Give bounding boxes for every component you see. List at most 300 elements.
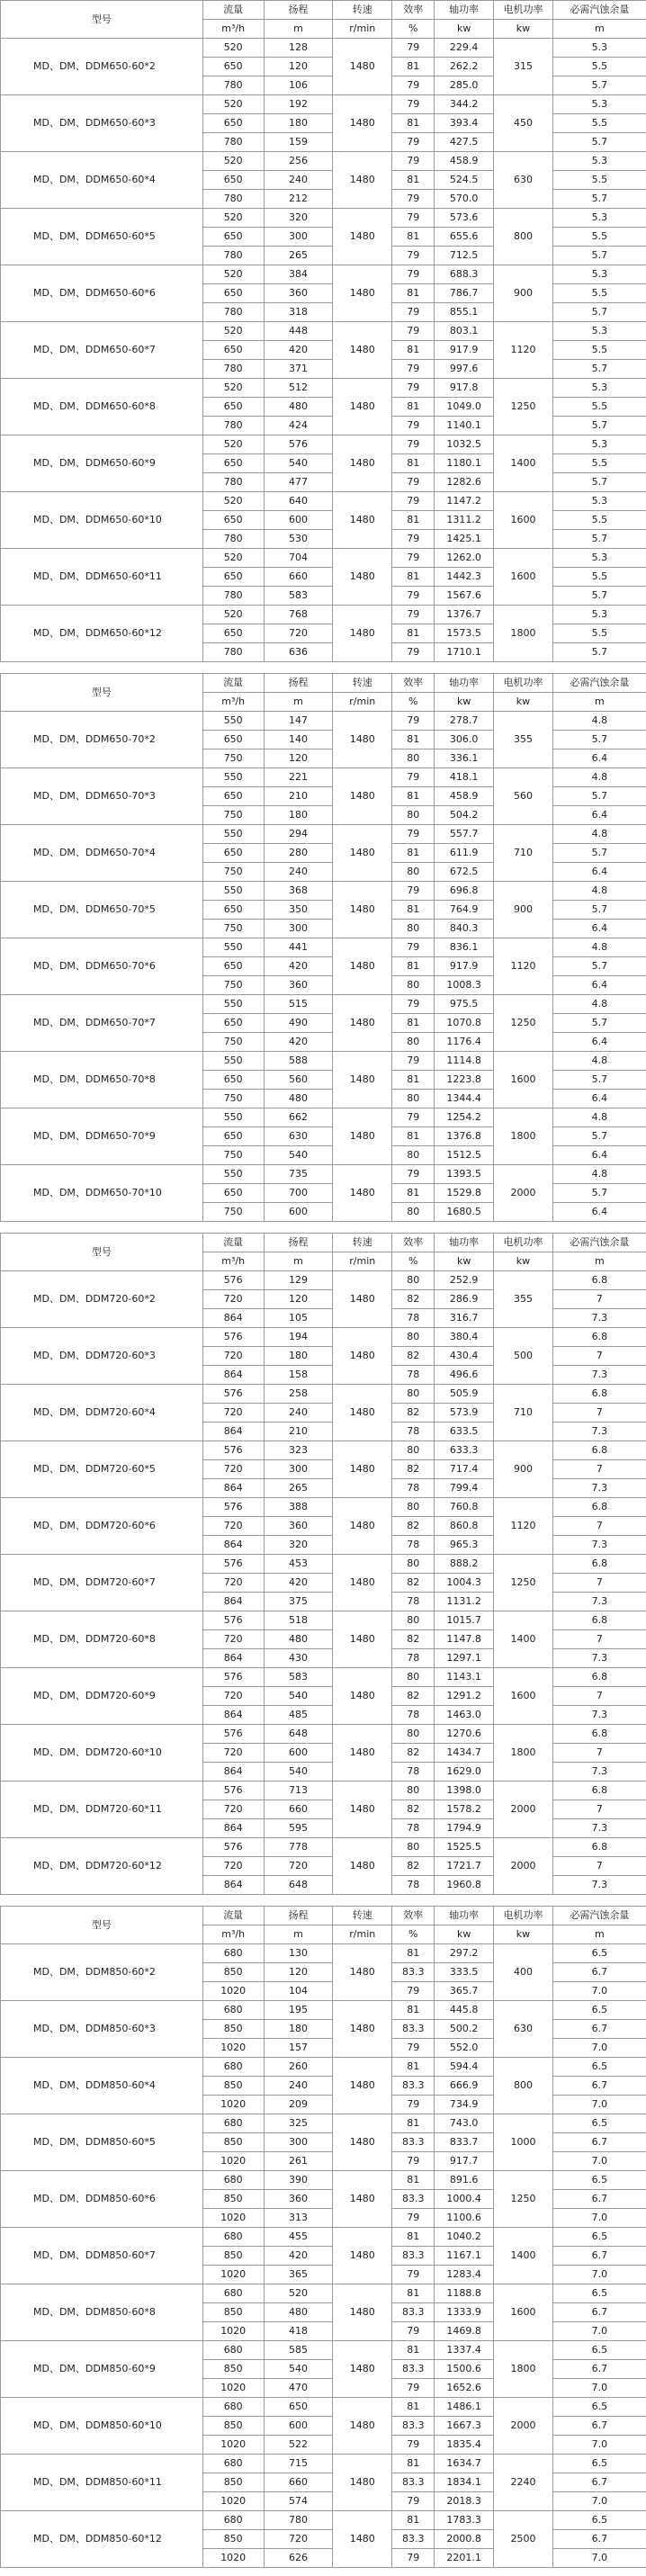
shaft-power-cell: 496.6: [435, 1366, 494, 1385]
efficiency-cell: 80: [392, 1271, 435, 1290]
flow-cell: 864: [202, 1649, 264, 1668]
flow-cell: 720: [202, 1517, 264, 1536]
shaft-power-cell: 1393.5: [435, 1165, 494, 1184]
head-cell: 648: [264, 1725, 333, 1744]
efficiency-cell: 82: [392, 1800, 435, 1819]
table-row: [1, 1725, 646, 1744]
header-row: [1, 1907, 646, 1925]
flow-cell: 680: [202, 2228, 264, 2247]
npsh-cell: 6.8: [552, 1668, 646, 1687]
efficiency-cell: 81: [392, 731, 435, 749]
model-cell: MD、DM、DDM850-60*7: [1, 2228, 203, 2284]
head-cell: 720: [264, 2530, 333, 2549]
flow-cell: 680: [202, 2511, 264, 2530]
npsh-cell: 6.8: [552, 1838, 646, 1857]
efficiency-cell: 79: [392, 2266, 435, 2284]
efficiency-cell: 80: [392, 1782, 435, 1800]
spec-table: [0, 1906, 646, 2568]
head-cell: 715: [264, 2455, 333, 2473]
flow-cell: 750: [202, 1090, 264, 1108]
speed-cell: 1480: [333, 2171, 392, 2228]
shaft-power-cell: 1710.1: [435, 643, 494, 662]
efficiency-cell: 81: [392, 844, 435, 863]
flow-cell: 720: [202, 1404, 264, 1423]
npsh-cell: 7.3: [552, 1876, 646, 1895]
npsh-cell: 7.3: [552, 1309, 646, 1328]
speed-cell: 1480: [333, 1441, 392, 1498]
shaft-power-cell: 500.2: [435, 2020, 494, 2039]
head-cell: 360: [264, 976, 333, 995]
head-cell: 420: [264, 341, 333, 360]
efficiency-cell: 81: [392, 2398, 435, 2417]
head-cell: 256: [264, 152, 333, 171]
shaft-power-cell: 573.6: [435, 209, 494, 228]
table-row: [1, 1782, 646, 1800]
table-row: [1, 265, 646, 284]
flow-cell: 750: [202, 976, 264, 995]
head-cell: 210: [264, 787, 333, 806]
flow-cell: 780: [202, 587, 264, 606]
flow-cell: 650: [202, 624, 264, 643]
speed-cell: 1480: [333, 2058, 392, 2114]
flow-cell: 520: [202, 549, 264, 568]
npsh-cell: 7.0: [552, 1982, 646, 2001]
motor-power-cell: 315: [494, 39, 553, 95]
npsh-cell: 7: [552, 1744, 646, 1763]
npsh-cell: 6.5: [552, 2341, 646, 2360]
npsh-cell: 5.5: [552, 284, 646, 303]
npsh-cell: 7.3: [552, 1593, 646, 1611]
npsh-cell: 7.0: [552, 2096, 646, 2114]
motor-power-cell: 500: [494, 1328, 553, 1385]
shaft-power-cell: 712.5: [435, 247, 494, 265]
table-row: [1, 2284, 646, 2303]
header-model: 型号: [1, 1, 203, 39]
npsh-cell: 7: [552, 1857, 646, 1876]
npsh-cell: 5.7: [552, 76, 646, 95]
head-cell: 574: [264, 2492, 333, 2511]
shaft-power-cell: 594.4: [435, 2058, 494, 2077]
shaft-power-cell: 1629.0: [435, 1763, 494, 1782]
table-row: [1, 152, 646, 171]
shaft-power-cell: 2018.3: [435, 2492, 494, 2511]
model-cell: MD、DM、DDM850-60*9: [1, 2341, 203, 2398]
header-unit: m: [264, 693, 333, 712]
shaft-power-cell: 1049.0: [435, 398, 494, 417]
head-cell: 583: [264, 587, 333, 606]
flow-cell: 576: [202, 1782, 264, 1800]
shaft-power-cell: 717.4: [435, 1460, 494, 1479]
header-unit: m: [264, 1252, 333, 1271]
header-unit: kw: [435, 693, 494, 712]
flow-cell: 680: [202, 2058, 264, 2077]
efficiency-cell: 79: [392, 322, 435, 341]
npsh-cell: 5.7: [552, 587, 646, 606]
motor-power-cell: 1120: [494, 1498, 553, 1555]
header-unit: m: [264, 1925, 333, 1944]
shaft-power-cell: 316.7: [435, 1309, 494, 1328]
flow-cell: 750: [202, 863, 264, 882]
model-cell: MD、DM、DDM650-60*10: [1, 492, 203, 549]
speed-cell: 1480: [333, 39, 392, 95]
flow-cell: 550: [202, 712, 264, 731]
flow-cell: 1020: [202, 2492, 264, 2511]
speed-cell: 1480: [333, 1555, 392, 1611]
head-cell: 240: [264, 171, 333, 190]
table-row: [1, 606, 646, 624]
header-label: 流量: [202, 674, 264, 693]
flow-cell: 680: [202, 2171, 264, 2190]
speed-cell: 1480: [333, 2341, 392, 2398]
npsh-cell: 6.4: [552, 749, 646, 768]
motor-power-cell: 1250: [494, 1555, 553, 1611]
flow-cell: 680: [202, 2398, 264, 2417]
head-cell: 159: [264, 133, 333, 152]
flow-cell: 520: [202, 209, 264, 228]
npsh-cell: 5.3: [552, 606, 646, 624]
efficiency-cell: 80: [392, 1725, 435, 1744]
head-cell: 180: [264, 1347, 333, 1366]
npsh-cell: 5.5: [552, 228, 646, 247]
head-cell: 265: [264, 1479, 333, 1498]
header-unit: kw: [494, 20, 553, 39]
npsh-cell: 5.5: [552, 398, 646, 417]
head-cell: 140: [264, 731, 333, 749]
head-cell: 129: [264, 1271, 333, 1290]
model-cell: MD、DM、DDM850-60*3: [1, 2001, 203, 2058]
spec-table: [0, 1233, 646, 1895]
shaft-power-cell: 799.4: [435, 1479, 494, 1498]
table-row: [1, 209, 646, 228]
speed-cell: 1480: [333, 322, 392, 379]
shaft-power-cell: 1032.5: [435, 435, 494, 454]
head-cell: 300: [264, 1460, 333, 1479]
shaft-power-cell: 286.9: [435, 1290, 494, 1309]
npsh-cell: 5.5: [552, 341, 646, 360]
header-label: 效率: [392, 1234, 435, 1252]
efficiency-cell: 79: [392, 712, 435, 731]
header-unit: kw: [435, 20, 494, 39]
npsh-cell: 5.3: [552, 549, 646, 568]
head-cell: 540: [264, 1687, 333, 1706]
model-cell: MD、DM、DDM720-60*5: [1, 1441, 203, 1498]
flow-cell: 650: [202, 1071, 264, 1090]
efficiency-cell: 82: [392, 1630, 435, 1649]
model-cell: MD、DM、DDM850-60*2: [1, 1944, 203, 2001]
shaft-power-cell: 1512.5: [435, 1146, 494, 1165]
speed-cell: 1480: [333, 435, 392, 492]
npsh-cell: 7: [552, 1517, 646, 1536]
speed-cell: 1480: [333, 1944, 392, 2001]
speed-cell: 1480: [333, 2398, 392, 2455]
efficiency-cell: 79: [392, 2209, 435, 2228]
head-cell: 700: [264, 1184, 333, 1203]
flow-cell: 520: [202, 152, 264, 171]
npsh-cell: 6.5: [552, 2171, 646, 2190]
table-row: [1, 2341, 646, 2360]
header-label: 扬程: [264, 1, 333, 20]
efficiency-cell: 79: [392, 643, 435, 662]
motor-power-cell: 355: [494, 1271, 553, 1328]
flow-cell: 520: [202, 39, 264, 58]
shaft-power-cell: 1070.8: [435, 1014, 494, 1033]
flow-cell: 650: [202, 284, 264, 303]
shaft-power-cell: 1442.3: [435, 568, 494, 587]
npsh-cell: 5.7: [552, 901, 646, 920]
table-row: [1, 492, 646, 511]
npsh-cell: 5.7: [552, 417, 646, 435]
npsh-cell: 5.3: [552, 152, 646, 171]
flow-cell: 720: [202, 1347, 264, 1366]
efficiency-cell: 79: [392, 530, 435, 549]
efficiency-cell: 83.3: [392, 2473, 435, 2492]
flow-cell: 864: [202, 1536, 264, 1555]
head-cell: 448: [264, 322, 333, 341]
efficiency-cell: 79: [392, 1108, 435, 1127]
npsh-cell: 4.8: [552, 1052, 646, 1071]
head-cell: 360: [264, 1517, 333, 1536]
header-label: 电机功率: [494, 1234, 553, 1252]
flow-cell: 850: [202, 2530, 264, 2549]
efficiency-cell: 79: [392, 190, 435, 209]
shaft-power-cell: 917.9: [435, 341, 494, 360]
efficiency-cell: 79: [392, 435, 435, 454]
header-unit: m: [552, 20, 646, 39]
shaft-power-cell: 278.7: [435, 712, 494, 731]
npsh-cell: 7.3: [552, 1819, 646, 1838]
flow-cell: 680: [202, 2001, 264, 2020]
head-cell: 583: [264, 1668, 333, 1687]
header-label: 流量: [202, 1234, 264, 1252]
flow-cell: 520: [202, 492, 264, 511]
header-label: 扬程: [264, 1907, 333, 1925]
model-cell: MD、DM、DDM720-60*12: [1, 1838, 203, 1895]
flow-cell: 1020: [202, 2039, 264, 2058]
shaft-power-cell: 965.3: [435, 1536, 494, 1555]
shaft-power-cell: 1291.2: [435, 1687, 494, 1706]
table-row: [1, 95, 646, 114]
head-cell: 490: [264, 1014, 333, 1033]
header-label: 转速: [333, 1, 392, 20]
npsh-cell: 7: [552, 1347, 646, 1366]
motor-power-cell: 1800: [494, 1108, 553, 1165]
header-label: 电机功率: [494, 1907, 553, 1925]
head-cell: 375: [264, 1593, 333, 1611]
flow-cell: 780: [202, 643, 264, 662]
flow-cell: 520: [202, 322, 264, 341]
head-cell: 365: [264, 2266, 333, 2284]
head-cell: 300: [264, 228, 333, 247]
model-cell: MD、DM、DDM850-60*5: [1, 2114, 203, 2171]
table-row: [1, 2114, 646, 2133]
npsh-cell: 5.7: [552, 247, 646, 265]
shaft-power-cell: 252.9: [435, 1271, 494, 1290]
head-cell: 300: [264, 2133, 333, 2152]
flow-cell: 576: [202, 1668, 264, 1687]
efficiency-cell: 80: [392, 1611, 435, 1630]
efficiency-cell: 79: [392, 825, 435, 844]
efficiency-cell: 79: [392, 473, 435, 492]
motor-power-cell: 2240: [494, 2455, 553, 2511]
flow-cell: 576: [202, 1441, 264, 1460]
efficiency-cell: 79: [392, 2549, 435, 2568]
head-cell: 120: [264, 58, 333, 76]
shaft-power-cell: 1283.4: [435, 2266, 494, 2284]
npsh-cell: 6.5: [552, 2228, 646, 2247]
head-cell: 424: [264, 417, 333, 435]
head-cell: 180: [264, 2020, 333, 2039]
shaft-power-cell: 1333.9: [435, 2303, 494, 2322]
motor-power-cell: 1250: [494, 379, 553, 435]
npsh-cell: 5.3: [552, 322, 646, 341]
npsh-cell: 6.5: [552, 2001, 646, 2020]
model-cell: MD、DM、DDM850-60*4: [1, 2058, 203, 2114]
speed-cell: 1480: [333, 152, 392, 209]
head-cell: 595: [264, 1819, 333, 1838]
shaft-power-cell: 1398.0: [435, 1782, 494, 1800]
speed-cell: 1480: [333, 606, 392, 662]
shaft-power-cell: 611.9: [435, 844, 494, 863]
flow-cell: 720: [202, 1744, 264, 1763]
npsh-cell: 5.3: [552, 379, 646, 398]
efficiency-cell: 83.3: [392, 2303, 435, 2322]
flow-cell: 780: [202, 76, 264, 95]
shaft-power-cell: 1143.1: [435, 1668, 494, 1687]
shaft-power-cell: 524.5: [435, 171, 494, 190]
flow-cell: 1020: [202, 2379, 264, 2398]
flow-cell: 720: [202, 1574, 264, 1593]
flow-cell: 750: [202, 920, 264, 938]
header-unit: m: [552, 693, 646, 712]
head-cell: 265: [264, 247, 333, 265]
efficiency-cell: 79: [392, 2436, 435, 2455]
npsh-cell: 5.5: [552, 171, 646, 190]
flow-cell: 864: [202, 1423, 264, 1441]
header-unit: m³/h: [202, 1925, 264, 1944]
npsh-cell: 6.7: [552, 2303, 646, 2322]
flow-cell: 780: [202, 133, 264, 152]
efficiency-cell: 82: [392, 1687, 435, 1706]
shaft-power-cell: 1004.3: [435, 1574, 494, 1593]
flow-cell: 650: [202, 171, 264, 190]
efficiency-cell: 79: [392, 209, 435, 228]
model-cell: MD、DM、DDM650-70*5: [1, 882, 203, 938]
model-cell: MD、DM、DDM720-60*3: [1, 1328, 203, 1385]
efficiency-cell: 79: [392, 768, 435, 787]
efficiency-cell: 79: [392, 492, 435, 511]
flow-cell: 750: [202, 806, 264, 825]
head-cell: 157: [264, 2039, 333, 2058]
shaft-power-cell: 917.7: [435, 2152, 494, 2171]
flow-cell: 550: [202, 825, 264, 844]
npsh-cell: 6.4: [552, 1146, 646, 1165]
npsh-cell: 4.8: [552, 1108, 646, 1127]
npsh-cell: 6.8: [552, 1385, 646, 1404]
efficiency-cell: 80: [392, 1838, 435, 1857]
shaft-power-cell: 1835.4: [435, 2436, 494, 2455]
table-row: [1, 1165, 646, 1184]
efficiency-cell: 80: [392, 1203, 435, 1222]
model-cell: MD、DM、DDM720-60*6: [1, 1498, 203, 1555]
head-cell: 158: [264, 1366, 333, 1385]
shaft-power-cell: 743.0: [435, 2114, 494, 2133]
motor-power-cell: 1400: [494, 1611, 553, 1668]
efficiency-cell: 79: [392, 152, 435, 171]
efficiency-cell: 81: [392, 1014, 435, 1033]
npsh-cell: 7: [552, 1800, 646, 1819]
motor-power-cell: 1120: [494, 322, 553, 379]
shaft-power-cell: 1270.6: [435, 1725, 494, 1744]
table-row: [1, 1108, 646, 1127]
head-cell: 120: [264, 749, 333, 768]
efficiency-cell: 79: [392, 265, 435, 284]
speed-cell: 1480: [333, 209, 392, 265]
flow-cell: 576: [202, 1498, 264, 1517]
head-cell: 368: [264, 882, 333, 901]
table-row: [1, 1052, 646, 1071]
head-cell: 147: [264, 712, 333, 731]
table-row: [1, 2171, 646, 2190]
head-cell: 560: [264, 1071, 333, 1090]
model-cell: MD、DM、DDM720-60*4: [1, 1385, 203, 1441]
efficiency-cell: 80: [392, 1146, 435, 1165]
spec-table-block: [0, 1906, 646, 2568]
shaft-power-cell: 229.4: [435, 39, 494, 58]
npsh-cell: 7.3: [552, 1649, 646, 1668]
motor-power-cell: 355: [494, 712, 553, 768]
npsh-cell: 5.7: [552, 1014, 646, 1033]
table-row: [1, 2001, 646, 2020]
efficiency-cell: 81: [392, 2455, 435, 2473]
npsh-cell: 5.7: [552, 957, 646, 976]
head-cell: 660: [264, 568, 333, 587]
efficiency-cell: 82: [392, 1517, 435, 1536]
head-cell: 388: [264, 1498, 333, 1517]
head-cell: 300: [264, 920, 333, 938]
shaft-power-cell: 505.9: [435, 1385, 494, 1404]
head-cell: 420: [264, 957, 333, 976]
model-cell: MD、DM、DDM850-60*6: [1, 2171, 203, 2228]
npsh-cell: 4.8: [552, 938, 646, 957]
head-cell: 576: [264, 435, 333, 454]
npsh-cell: 6.5: [552, 2114, 646, 2133]
header-label: 轴功率: [435, 674, 494, 693]
head-cell: 518: [264, 1611, 333, 1630]
flow-cell: 864: [202, 1763, 264, 1782]
head-cell: 384: [264, 265, 333, 284]
efficiency-cell: 81: [392, 2171, 435, 2190]
flow-cell: 650: [202, 731, 264, 749]
efficiency-cell: 81: [392, 284, 435, 303]
motor-power-cell: 560: [494, 768, 553, 825]
speed-cell: 1480: [333, 768, 392, 825]
npsh-cell: 5.3: [552, 435, 646, 454]
motor-power-cell: 2000: [494, 2398, 553, 2455]
flow-cell: 780: [202, 303, 264, 322]
shaft-power-cell: 393.4: [435, 114, 494, 133]
speed-cell: 1480: [333, 1668, 392, 1725]
efficiency-cell: 81: [392, 341, 435, 360]
table-row: [1, 2511, 646, 2530]
header-label: 效率: [392, 1907, 435, 1925]
head-cell: 320: [264, 1536, 333, 1555]
head-cell: 660: [264, 2473, 333, 2492]
header-unit: %: [392, 693, 435, 712]
header-unit: m³/h: [202, 1252, 264, 1271]
table-row: [1, 1668, 646, 1687]
flow-cell: 650: [202, 568, 264, 587]
efficiency-cell: 80: [392, 1090, 435, 1108]
